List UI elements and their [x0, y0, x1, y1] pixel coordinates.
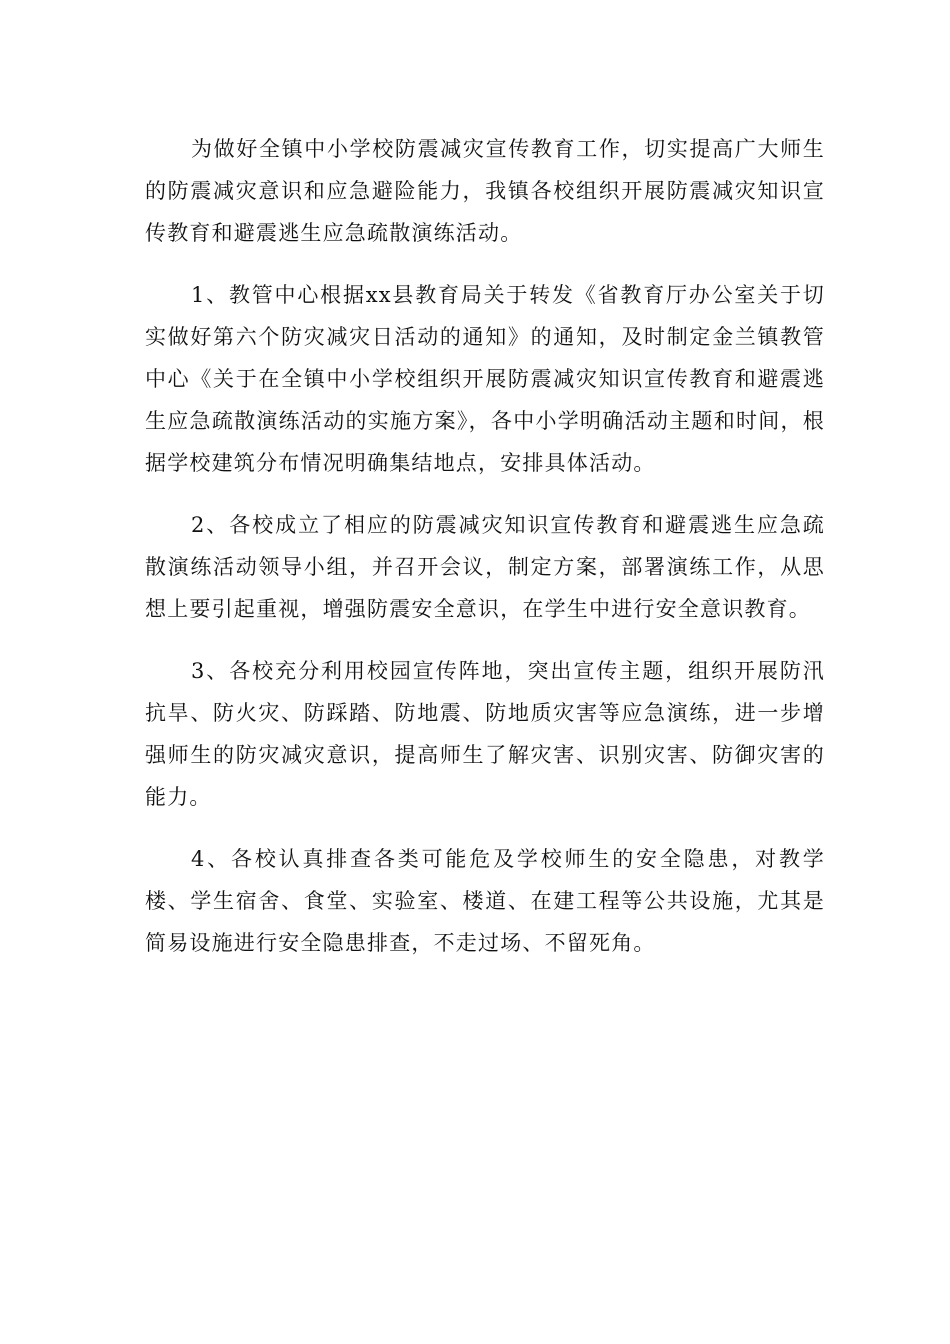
- paragraph-item-4: 4、各校认真排查各类可能危及学校师生的安全隐患，对教学楼、学生宿舍、食堂、实验室、楼道、在建工程等公共设施，尤其是简易设施进行安全隐患排查，不走过场、不留死角。: [145, 847, 825, 955]
- paragraph-item-3: 3、各校充分利用校园宣传阵地，突出宣传主题，组织开展防汛抗旱、防火灾、防踩踏、防地震、防地质灾害等应急演练，进一步增强师生的防灾减灾意识，提高师生了解灾害、识别灾害、防御灾害的能力。: [145, 659, 825, 809]
- paragraph-item-1: 1、教管中心根据xx县教育局关于转发《省教育厅办公室关于切实做好第六个防灾减灾日活动的通知》的通知，及时制定金兰镇教管中心《关于在全镇中小学校组织开展防震减灾知识宣传教育和避震逃生应急疏散演练活动的实施方案》，各中小学明确活动主题和时间，根据学校建筑分布情况明确集结地点，安排具体活动。: [145, 283, 825, 475]
- paragraph-intro: 为做好全镇中小学校防震减灾宣传教育工作，切实提高广大师生的防震减灾意识和应急避险能力，我镇各校组织开展防震减灾知识宣传教育和避震逃生应急疏散演练活动。: [145, 137, 825, 245]
- paragraph-item-2: 2、各校成立了相应的防震减灾知识宣传教育和避震逃生应急疏散演练活动领导小组，并召开会议，制定方案，部署演练工作，从思想上要引起重视，增强防震安全意识，在学生中进行安全意识教育。: [145, 513, 825, 621]
- document-page: [145, 128, 825, 984]
